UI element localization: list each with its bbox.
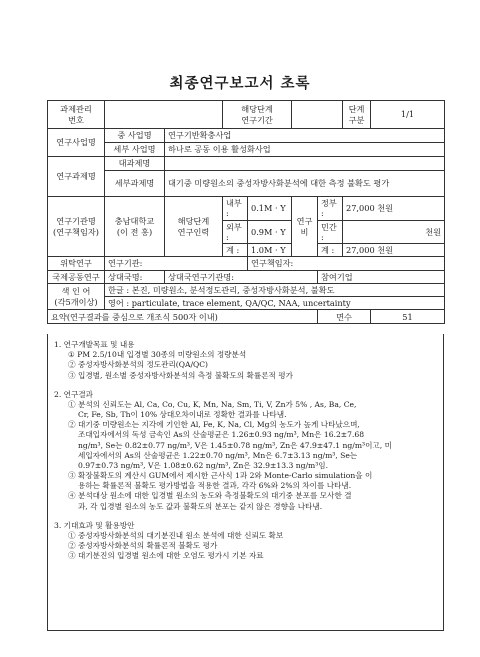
program-label: 연구사업명 bbox=[48, 129, 105, 157]
keyword-korean bbox=[105, 283, 445, 296]
task-no-value bbox=[105, 101, 223, 129]
project-label: 연구과제명 bbox=[48, 157, 105, 197]
result-4-line: ④ 분석대상 원소에 대한 입경별 원소의 농도와 측정불확도의 대기중 분포를 모사한 결 bbox=[68, 491, 352, 501]
project-main-value bbox=[165, 157, 445, 171]
program-sub-value: 하나로 공동 이용 활성화사업 bbox=[165, 143, 445, 157]
keyword-korean-label: 한글 : bbox=[108, 284, 130, 295]
section-3-item: ② 중성자방사화분석의 확률론적 불확도 평가 bbox=[68, 541, 218, 551]
section-1-item: ② 중성자방사화분석의 정도관리(QA/QC) bbox=[68, 360, 209, 370]
result-3-line: ③ 확장불확도의 계산시 GUM에서 제시한 근사식 1과 2와 Monte-Carlo simulation을 이 bbox=[68, 471, 373, 481]
project-sub-value: 대기중 미량원소의 중성자방사화분석에 대한 측정 불확도 평가 bbox=[165, 171, 445, 197]
total-c-label: 계 : bbox=[318, 244, 343, 257]
intl-country: 상대국명: bbox=[105, 270, 165, 283]
result-2-line: ng/m³, Se는 0.82±0.77 ng/m³, V은 1.45±0.78 ng/m³, Zn은 47.9±47.1 ng/m³이고, 미 bbox=[78, 440, 392, 450]
result-3-line: 용하는 확률론적 불확도 평가방법을 적용한 결과, 각각 6%와 2%의 차이를 나타냄. bbox=[78, 481, 352, 491]
section-3-item: ① 중성자방사화분석의 대기분진내 원소 분석에 대한 신뢰도 확보 bbox=[68, 530, 284, 540]
intl-label: 국제공동연구 bbox=[48, 270, 105, 283]
section-1-title: 1. 연구개발목표 및 내용 bbox=[54, 340, 135, 349]
consign-head: 연구책임자: bbox=[248, 257, 445, 270]
program-main-value: 연구기반확충사업 bbox=[165, 129, 445, 143]
project-sub-label: 세부과제명 bbox=[105, 171, 165, 197]
summary-label: 요약(연구결과를 중심으로 개조식 500자 이내) bbox=[48, 310, 318, 324]
inside-value: 0.1M · Y bbox=[248, 197, 292, 221]
keyword-label: 색 인 어 (각5개이상) bbox=[48, 283, 105, 310]
org-label: 연구기관명 (연구책임자) bbox=[48, 197, 105, 257]
pages-label: 면수 bbox=[318, 310, 371, 324]
cost-label: 연구비 bbox=[292, 197, 318, 257]
task-no-label: 과제관리 번호 bbox=[48, 101, 105, 129]
result-1-line: Cr, Fe, Sb, Th이 10% 상대오차이내로 정확한 결과를 나타냄. bbox=[78, 410, 287, 420]
report-title: 최종연구보고서 초록 bbox=[169, 75, 311, 92]
company-label: 참여기업 bbox=[318, 270, 445, 283]
result-4-line: 과, 각 입경별 원소의 농도 값과 불확도의 분포는 같지 않은 경향을 나타냄. bbox=[78, 501, 323, 511]
gov-value: 27,000 천원 bbox=[343, 197, 445, 221]
outside-value: 0.9M · Y bbox=[248, 220, 292, 244]
section-2-title: 2. 연구결과 bbox=[54, 389, 94, 399]
outside-label: 외부 : bbox=[223, 220, 248, 244]
summary-body bbox=[47, 334, 444, 631]
project-main-label: 대과제명 bbox=[105, 157, 165, 171]
inside-label: 내부 : bbox=[223, 197, 248, 221]
keyword-english-label: 영어 : bbox=[108, 298, 130, 308]
pages-value: 51 bbox=[371, 310, 445, 324]
result-2-line: 조대입자에서의 독성 금속인 As의 산술평균은 1.26±0.93 ng/m³, Mn은 16.2±7.68 bbox=[78, 430, 365, 440]
section-3-title: 3. 기대효과 및 활용방안 bbox=[54, 520, 135, 530]
result-2-line: 0.97±0.73 ng/m³, V은 1.08±0.62 ng/m³, Zn은 32.9±13.3 ng/m³임. bbox=[78, 460, 328, 470]
stage-label: 단계구분 bbox=[343, 101, 371, 129]
section-3-item: ③ 대기분진의 입경별 원소에 대한 오염도 평가시 기본 자료 bbox=[68, 551, 264, 561]
personnel-label: 해당단계 연구인력 bbox=[165, 197, 223, 257]
intl-org: 상대국연구기관명: bbox=[165, 270, 318, 283]
org-value: 충남대학교 (이 전 홍) bbox=[105, 197, 165, 257]
period-label: 해당단계 연구기간 bbox=[223, 101, 292, 129]
total-c-value: 27,000 천원 bbox=[343, 244, 445, 257]
keyword-korean-value: 본진, 미량원소, 분석정도관리, 중성자방사화분석, 불확도 bbox=[131, 284, 335, 295]
consign-org: 연구기관: bbox=[105, 257, 248, 270]
stage-value: 1/1 bbox=[371, 101, 445, 129]
private-value: 천원 bbox=[343, 220, 445, 244]
result-2-line: 세입자에서의 As의 산술평균은 1.22±0.70 ng/m³, Mn은 6.7±3.13 ng/m³, Se는 bbox=[78, 450, 358, 460]
total-p-label: 계 : bbox=[223, 244, 248, 257]
program-main-label: 중 사업명 bbox=[105, 129, 165, 143]
gov-label: 정부 : bbox=[318, 197, 343, 221]
result-2-line: ② 대기중 미량원소는 지각에 기인한 Al, Fe, K, Na, Cl, Mg의 농도가 높게 나타났으며, bbox=[68, 420, 360, 430]
result-1-line: ① 분석의 신뢰도는 Al, Ca, Co, Cu, K, Mn, Na, Sm, Ti, V, Zn가 5% , As, Ba, Ce, bbox=[68, 399, 357, 409]
program-sub-label: 세부 사업명 bbox=[105, 143, 165, 157]
section-1-item: ① PM 2.5/10내 입경별 30종의 미량원소의 정량분석 bbox=[68, 350, 247, 360]
total-p-value: 1.0M · Y bbox=[248, 244, 292, 257]
period-value bbox=[292, 101, 343, 129]
section-1-item: ③ 입경별, 원소별 중성자방사화분석의 측정 불확도의 확률론적 평가 bbox=[68, 370, 293, 380]
keyword-english bbox=[105, 297, 445, 310]
private-label: 민간 : bbox=[318, 220, 343, 244]
consign-label: 위탁연구 bbox=[48, 257, 105, 270]
keyword-english-value: particulate, trace element, QA/QC, NAA, uncertainty bbox=[131, 298, 351, 308]
report-form-table bbox=[47, 100, 445, 324]
